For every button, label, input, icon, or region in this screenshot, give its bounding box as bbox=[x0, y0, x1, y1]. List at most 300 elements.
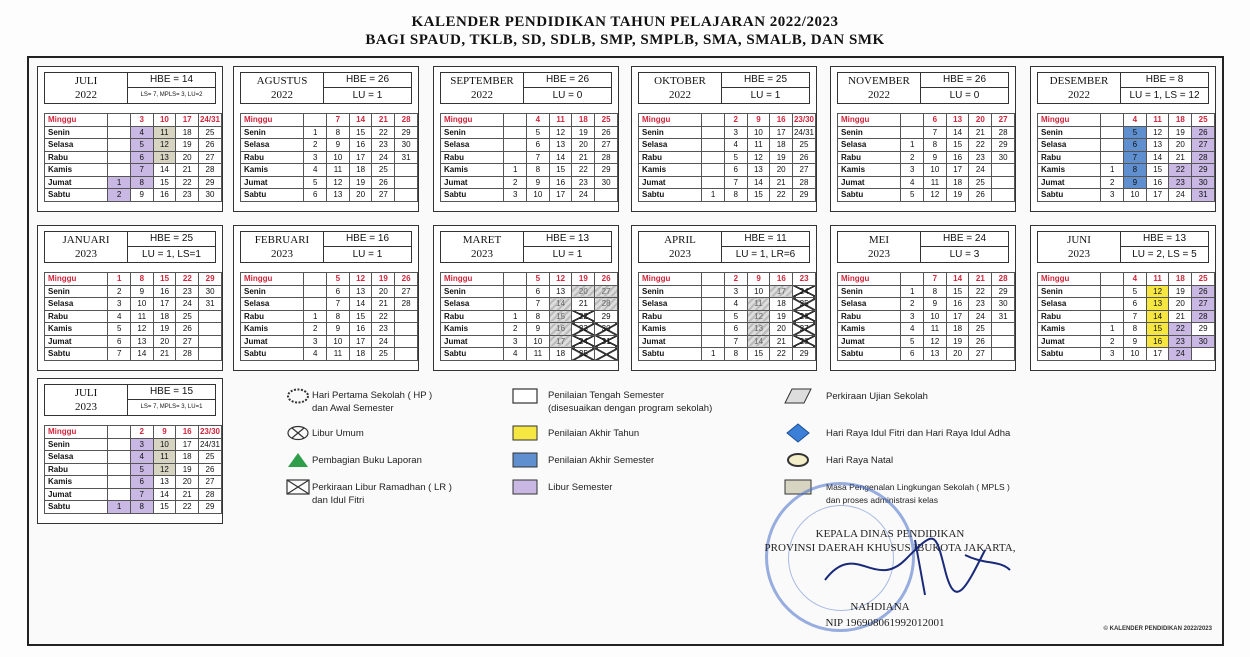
weekday-label: Minggu bbox=[45, 273, 108, 286]
date-cell: 8 bbox=[130, 176, 153, 189]
weekday-label: Selasa bbox=[639, 139, 702, 152]
weekday-label: Minggu bbox=[639, 273, 702, 286]
date-cell: 21 bbox=[372, 114, 395, 127]
date-cell bbox=[304, 285, 327, 298]
date-cell: 2 bbox=[304, 323, 327, 336]
month-grid bbox=[440, 113, 618, 202]
date-cell: 17 bbox=[1146, 348, 1169, 361]
date-cell: 17 bbox=[770, 285, 793, 298]
date-cell: 3 bbox=[130, 114, 153, 127]
date-cell: 8 bbox=[1124, 164, 1147, 177]
weekday-label: Selasa bbox=[838, 298, 901, 311]
date-cell: 12 bbox=[1146, 285, 1169, 298]
date-cell: 5 bbox=[527, 273, 550, 286]
date-cell: 27 bbox=[395, 285, 418, 298]
weekday-label: Rabu bbox=[441, 151, 504, 164]
legend-report-distribution: Pembagian Buku Laporan bbox=[312, 455, 422, 466]
date-cell: 10 bbox=[131, 298, 154, 311]
date-cell: 16 bbox=[349, 139, 372, 152]
date-cell: 16 bbox=[153, 285, 176, 298]
date-cell: 10 bbox=[327, 335, 350, 348]
date-cell: 4 bbox=[108, 310, 131, 323]
date-cell: 3 bbox=[108, 298, 131, 311]
date-cell: 7 bbox=[130, 488, 153, 501]
date-cell: 27 bbox=[199, 476, 222, 489]
date-cell: 17 bbox=[770, 126, 793, 139]
holiday-note: LU = 1 bbox=[552, 249, 583, 260]
date-cell: 28 bbox=[595, 151, 618, 164]
month-april-2023 bbox=[631, 225, 817, 371]
date-cell: 18 bbox=[946, 323, 969, 336]
date-cell: 4 bbox=[724, 139, 747, 152]
date-cell bbox=[595, 348, 618, 361]
date-cell bbox=[702, 164, 725, 177]
month-grid bbox=[240, 272, 418, 361]
month-header bbox=[240, 72, 412, 104]
date-cell bbox=[992, 323, 1015, 336]
weekday-label: Kamis bbox=[45, 164, 108, 177]
date-cell: 9 bbox=[747, 114, 770, 127]
date-cell bbox=[595, 189, 618, 202]
date-cell: 4 bbox=[1124, 114, 1147, 127]
date-cell: 27 bbox=[992, 114, 1015, 127]
date-cell: 24 bbox=[1169, 189, 1192, 202]
month-header bbox=[44, 231, 216, 263]
weekday-label: Minggu bbox=[45, 426, 108, 439]
weekday-label: Minggu bbox=[241, 114, 304, 127]
legend-semester-end-assessment: Penilaian Akhir Semester bbox=[548, 455, 655, 466]
date-cell: 13 bbox=[747, 164, 770, 177]
date-cell: 12 bbox=[747, 310, 770, 323]
date-cell: 26 bbox=[199, 463, 222, 476]
date-cell: 4 bbox=[130, 126, 153, 139]
date-cell: 31 bbox=[199, 298, 222, 311]
weekday-label: Minggu bbox=[45, 114, 108, 127]
date-cell: 18 bbox=[572, 114, 595, 127]
month-name: MARET 2023 bbox=[441, 232, 524, 263]
date-cell: 20 bbox=[770, 164, 793, 177]
date-cell: 28 bbox=[793, 335, 816, 348]
date-cell: 8 bbox=[725, 348, 748, 361]
date-cell: 25 bbox=[595, 114, 618, 127]
date-cell: 15 bbox=[1146, 164, 1169, 177]
holiday-note: LU = 1 bbox=[352, 249, 383, 260]
date-cell: 29 bbox=[793, 189, 816, 202]
date-cell: 17 bbox=[946, 310, 969, 323]
month-juli-2022 bbox=[37, 66, 223, 212]
date-cell: 26 bbox=[969, 189, 992, 202]
weekday-label: Jumat bbox=[241, 176, 304, 189]
date-cell: 9 bbox=[327, 323, 350, 336]
date-cell bbox=[1101, 273, 1124, 286]
date-cell: 4 bbox=[1124, 273, 1147, 286]
date-cell: 3 bbox=[901, 164, 924, 177]
hbe-count: HBE = 8 bbox=[1121, 73, 1208, 88]
date-cell: 15 bbox=[549, 310, 572, 323]
date-cell: 14 bbox=[549, 298, 572, 311]
date-cell bbox=[108, 488, 131, 501]
weekday-label: Selasa bbox=[241, 139, 304, 152]
month-september-2022 bbox=[433, 66, 619, 212]
date-cell: 31 bbox=[595, 335, 618, 348]
ramadan-holiday-icon bbox=[286, 479, 310, 495]
weekday-label: Senin bbox=[45, 438, 108, 451]
date-cell bbox=[1101, 139, 1124, 152]
month-header bbox=[638, 72, 810, 104]
date-cell: 27 bbox=[595, 285, 618, 298]
signatory-name: NAHDIANA bbox=[850, 601, 910, 613]
weekday-label: Kamis bbox=[838, 323, 901, 336]
date-cell: 9 bbox=[527, 323, 550, 336]
date-cell: 3 bbox=[304, 335, 327, 348]
date-cell: 21 bbox=[153, 348, 176, 361]
date-cell bbox=[702, 285, 725, 298]
date-cell bbox=[702, 323, 725, 336]
weekday-label: Jumat bbox=[45, 488, 108, 501]
date-cell: 17 bbox=[349, 335, 372, 348]
date-cell: 15 bbox=[747, 189, 770, 202]
legend-school-exam: Perkiraan Ujian Sekolah bbox=[826, 391, 928, 402]
date-cell: 10 bbox=[527, 189, 550, 202]
date-cell: 1 bbox=[108, 176, 131, 189]
date-cell: 2 bbox=[108, 285, 131, 298]
weekday-label: Selasa bbox=[838, 139, 901, 152]
weekday-label: Selasa bbox=[45, 298, 108, 311]
date-cell bbox=[108, 476, 131, 489]
weekday-label: Jumat bbox=[639, 335, 702, 348]
date-cell bbox=[504, 126, 527, 139]
date-cell: 14 bbox=[549, 151, 572, 164]
weekday-label: Senin bbox=[639, 126, 702, 139]
hbe-count: HBE = 25 bbox=[128, 232, 215, 247]
date-cell: 28 bbox=[395, 114, 418, 127]
date-cell: 26 bbox=[793, 151, 816, 164]
date-cell: 10 bbox=[527, 335, 550, 348]
date-cell: 12 bbox=[327, 176, 350, 189]
date-cell: 6 bbox=[327, 285, 350, 298]
date-cell: 6 bbox=[130, 151, 153, 164]
date-cell: 22 bbox=[969, 139, 992, 152]
date-cell: 10 bbox=[747, 126, 770, 139]
date-cell: 29 bbox=[595, 164, 618, 177]
holiday-note: LU = 1 bbox=[352, 90, 383, 101]
weekday-label: Kamis bbox=[1038, 164, 1101, 177]
date-cell: 22 bbox=[572, 310, 595, 323]
weekday-label: Senin bbox=[45, 126, 108, 139]
date-cell: 20 bbox=[572, 285, 595, 298]
date-cell: 28 bbox=[992, 273, 1015, 286]
date-cell: 23 bbox=[176, 285, 199, 298]
date-cell: 14 bbox=[153, 164, 176, 177]
date-cell: 13 bbox=[153, 476, 176, 489]
date-cell: 1 bbox=[1101, 323, 1124, 336]
weekday-label: Rabu bbox=[1038, 151, 1101, 164]
date-cell: 23 bbox=[372, 139, 395, 152]
date-cell: 22 bbox=[770, 348, 793, 361]
weekday-label: Rabu bbox=[1038, 310, 1101, 323]
month-name: AGUSTUS 2022 bbox=[241, 73, 324, 104]
date-cell: 2 bbox=[1101, 176, 1124, 189]
date-cell: 25 bbox=[1192, 273, 1215, 286]
date-cell: 27 bbox=[372, 189, 395, 202]
date-cell: 5 bbox=[130, 139, 153, 152]
weekday-label: Jumat bbox=[838, 335, 901, 348]
date-cell: 6 bbox=[924, 114, 947, 127]
date-cell: 13 bbox=[747, 323, 770, 336]
weekday-label: Jumat bbox=[441, 335, 504, 348]
date-cell: 28 bbox=[1192, 151, 1215, 164]
weekday-label: Rabu bbox=[241, 151, 304, 164]
date-cell: 4 bbox=[527, 114, 550, 127]
weekday-label: Jumat bbox=[639, 176, 702, 189]
date-cell: 19 bbox=[770, 151, 793, 164]
date-cell: 18 bbox=[946, 176, 969, 189]
date-cell: 14 bbox=[131, 348, 154, 361]
date-cell bbox=[702, 335, 725, 348]
date-cell: 9 bbox=[153, 426, 176, 439]
date-cell: 8 bbox=[327, 126, 350, 139]
date-cell: 27 bbox=[595, 139, 618, 152]
date-cell: 1 bbox=[108, 501, 131, 514]
weekday-label: Jumat bbox=[1038, 335, 1101, 348]
date-cell: 8 bbox=[924, 285, 947, 298]
date-cell bbox=[108, 151, 131, 164]
weekday-label: Minggu bbox=[838, 114, 901, 127]
date-cell: 28 bbox=[595, 298, 618, 311]
date-cell: 4 bbox=[725, 298, 748, 311]
date-cell: 30 bbox=[1192, 335, 1215, 348]
date-cell bbox=[395, 189, 418, 202]
date-cell bbox=[108, 463, 131, 476]
month-name: NOVEMBER 2022 bbox=[838, 73, 921, 104]
date-cell: 24 bbox=[572, 335, 595, 348]
school-exam-icon bbox=[784, 388, 812, 404]
hbe-count: HBE = 13 bbox=[524, 232, 611, 247]
date-cell: 5 bbox=[1124, 126, 1147, 139]
date-cell: 12 bbox=[924, 189, 947, 202]
date-cell: 1 bbox=[304, 310, 327, 323]
date-cell: 15 bbox=[153, 501, 176, 514]
month-grid bbox=[1037, 272, 1215, 361]
date-cell: 11 bbox=[327, 164, 350, 177]
weekday-label: Selasa bbox=[1038, 139, 1101, 152]
date-cell: 12 bbox=[349, 273, 372, 286]
hbe-count: HBE = 26 bbox=[921, 73, 1008, 88]
date-cell: 26 bbox=[1192, 285, 1215, 298]
date-cell: 30 bbox=[595, 176, 618, 189]
month-grid bbox=[837, 113, 1015, 202]
date-cell: 9 bbox=[1124, 176, 1147, 189]
date-cell bbox=[992, 335, 1015, 348]
month-maret-2023 bbox=[433, 225, 619, 371]
date-cell: 13 bbox=[1146, 139, 1169, 152]
date-cell: 22 bbox=[770, 189, 793, 202]
date-cell: 6 bbox=[527, 139, 550, 152]
legend-mid-semester: Penilaian Tengah Semester (disesuaikan dengan program sekolah) bbox=[548, 390, 713, 414]
date-cell: 16 bbox=[549, 176, 572, 189]
month-header bbox=[240, 231, 412, 263]
date-cell: 15 bbox=[153, 273, 176, 286]
date-cell: 15 bbox=[549, 164, 572, 177]
date-cell: 4 bbox=[130, 451, 153, 464]
date-cell: 3 bbox=[504, 335, 527, 348]
date-cell: 19 bbox=[770, 310, 793, 323]
holiday-note: LU = 1, LR=6 bbox=[735, 249, 796, 260]
date-cell: 19 bbox=[946, 335, 969, 348]
holiday-note: LS= 7, MPLS= 3, LU=1 bbox=[140, 404, 203, 410]
date-cell: 1 bbox=[702, 348, 725, 361]
month-header bbox=[837, 231, 1009, 263]
date-cell: 5 bbox=[304, 176, 327, 189]
date-cell: 10 bbox=[924, 310, 947, 323]
date-cell: 23 bbox=[176, 189, 199, 202]
month-name: JUNI 2023 bbox=[1038, 232, 1121, 263]
mid-semester-icon bbox=[512, 388, 538, 404]
weekday-label: Senin bbox=[838, 285, 901, 298]
date-cell: 24/31 bbox=[199, 115, 221, 125]
title-line-2: BAGI SPAUD, TKLB, SD, SDLB, SMP, SMPLB, SMA, SMALB, DAN SMK bbox=[365, 32, 885, 48]
date-cell: 8 bbox=[1124, 323, 1147, 336]
weekday-label: Jumat bbox=[838, 176, 901, 189]
date-cell: 2 bbox=[901, 298, 924, 311]
date-cell: 10 bbox=[1124, 348, 1147, 361]
date-cell: 12 bbox=[1146, 126, 1169, 139]
date-cell: 17 bbox=[946, 164, 969, 177]
date-cell: 27 bbox=[793, 164, 816, 177]
date-cell bbox=[304, 114, 327, 127]
date-cell: 13 bbox=[327, 189, 350, 202]
date-cell: 19 bbox=[372, 273, 395, 286]
holiday-note: LU = 1, LS = 12 bbox=[1129, 90, 1200, 101]
date-cell: 4 bbox=[304, 164, 327, 177]
weekday-label: Kamis bbox=[639, 164, 702, 177]
weekday-label: Senin bbox=[441, 126, 504, 139]
date-cell: 15 bbox=[946, 139, 969, 152]
date-cell: 22 bbox=[969, 285, 992, 298]
weekday-label: Sabtu bbox=[1038, 348, 1101, 361]
date-cell: 7 bbox=[924, 126, 947, 139]
date-cell bbox=[992, 189, 1015, 202]
weekday-label: Selasa bbox=[1038, 298, 1101, 311]
month-name: JULI 2023 bbox=[45, 385, 128, 416]
month-header bbox=[1037, 72, 1209, 104]
date-cell: 15 bbox=[1146, 323, 1169, 336]
date-cell: 2 bbox=[724, 114, 747, 127]
date-cell: 17 bbox=[1146, 189, 1169, 202]
date-cell bbox=[199, 323, 222, 336]
weekday-label: Jumat bbox=[441, 176, 504, 189]
month-januari-2023 bbox=[37, 225, 223, 371]
date-cell: 19 bbox=[176, 139, 199, 152]
legend-christmas: Hari Raya Natal bbox=[826, 455, 894, 466]
date-cell: 2 bbox=[901, 151, 924, 164]
date-cell: 24 bbox=[572, 189, 595, 202]
date-cell bbox=[395, 335, 418, 348]
date-cell: 25 bbox=[372, 164, 395, 177]
date-cell: 18 bbox=[1169, 273, 1192, 286]
date-cell bbox=[702, 151, 725, 164]
date-cell: 14 bbox=[747, 176, 770, 189]
date-cell: 7 bbox=[1124, 151, 1147, 164]
date-cell: 5 bbox=[901, 189, 924, 202]
date-cell bbox=[504, 273, 527, 286]
date-cell: 11 bbox=[549, 114, 572, 127]
signatory-nip: NIP 196908061992012001 bbox=[825, 617, 945, 629]
date-cell: 25 bbox=[372, 348, 395, 361]
date-cell bbox=[199, 348, 222, 361]
date-cell: 6 bbox=[1124, 298, 1147, 311]
date-cell: 18 bbox=[176, 126, 199, 139]
weekday-label: Jumat bbox=[1038, 176, 1101, 189]
date-cell: 19 bbox=[349, 176, 372, 189]
month-header bbox=[1037, 231, 1209, 263]
date-cell: 4 bbox=[304, 348, 327, 361]
weekday-label: Sabtu bbox=[838, 348, 901, 361]
date-cell: 5 bbox=[725, 310, 748, 323]
date-cell: 24/31 bbox=[793, 127, 815, 137]
christmas-icon bbox=[786, 452, 810, 468]
date-cell: 8 bbox=[527, 310, 550, 323]
month-juni-2023 bbox=[1030, 225, 1216, 371]
date-cell: 27 bbox=[199, 151, 222, 164]
date-cell: 7 bbox=[527, 298, 550, 311]
date-cell bbox=[992, 176, 1015, 189]
date-cell: 16 bbox=[349, 323, 372, 336]
date-cell: 7 bbox=[327, 114, 350, 127]
date-cell: 17 bbox=[549, 189, 572, 202]
date-cell: 24 bbox=[372, 335, 395, 348]
weekday-label: Rabu bbox=[838, 151, 901, 164]
date-cell bbox=[108, 114, 131, 127]
date-cell: 6 bbox=[304, 189, 327, 202]
month-name: SEPTEMBER 2022 bbox=[441, 73, 524, 104]
date-cell: 29 bbox=[595, 310, 618, 323]
date-cell: 15 bbox=[946, 285, 969, 298]
date-cell: 2 bbox=[725, 273, 748, 286]
date-cell: 2 bbox=[304, 139, 327, 152]
date-cell bbox=[702, 176, 725, 189]
date-cell: 31 bbox=[1192, 189, 1215, 202]
weekday-label: Kamis bbox=[441, 323, 504, 336]
date-cell: 13 bbox=[1146, 298, 1169, 311]
weekday-label: Minggu bbox=[241, 273, 304, 286]
date-cell: 9 bbox=[924, 298, 947, 311]
weekday-label: Jumat bbox=[45, 335, 108, 348]
date-cell: 22 bbox=[176, 273, 199, 286]
date-cell bbox=[199, 335, 222, 348]
date-cell: 3 bbox=[724, 126, 747, 139]
weekday-label: Kamis bbox=[1038, 323, 1101, 336]
date-cell: 19 bbox=[1169, 126, 1192, 139]
date-cell: 12 bbox=[153, 463, 176, 476]
date-cell: 9 bbox=[131, 285, 154, 298]
date-cell: 25 bbox=[969, 176, 992, 189]
date-cell bbox=[504, 285, 527, 298]
date-cell: 2 bbox=[130, 426, 153, 439]
date-cell: 12 bbox=[131, 323, 154, 336]
date-cell: 19 bbox=[1169, 285, 1192, 298]
date-cell bbox=[395, 323, 418, 336]
date-cell: 26 bbox=[595, 273, 618, 286]
date-cell: 20 bbox=[176, 476, 199, 489]
date-cell: 10 bbox=[1124, 189, 1147, 202]
holiday-note: LU = 2, LS = 5 bbox=[1132, 249, 1197, 260]
date-cell: 11 bbox=[327, 348, 350, 361]
date-cell: 3 bbox=[1101, 348, 1124, 361]
date-cell: 9 bbox=[527, 176, 550, 189]
date-cell: 24/31 bbox=[199, 439, 221, 449]
date-cell: 11 bbox=[924, 323, 947, 336]
